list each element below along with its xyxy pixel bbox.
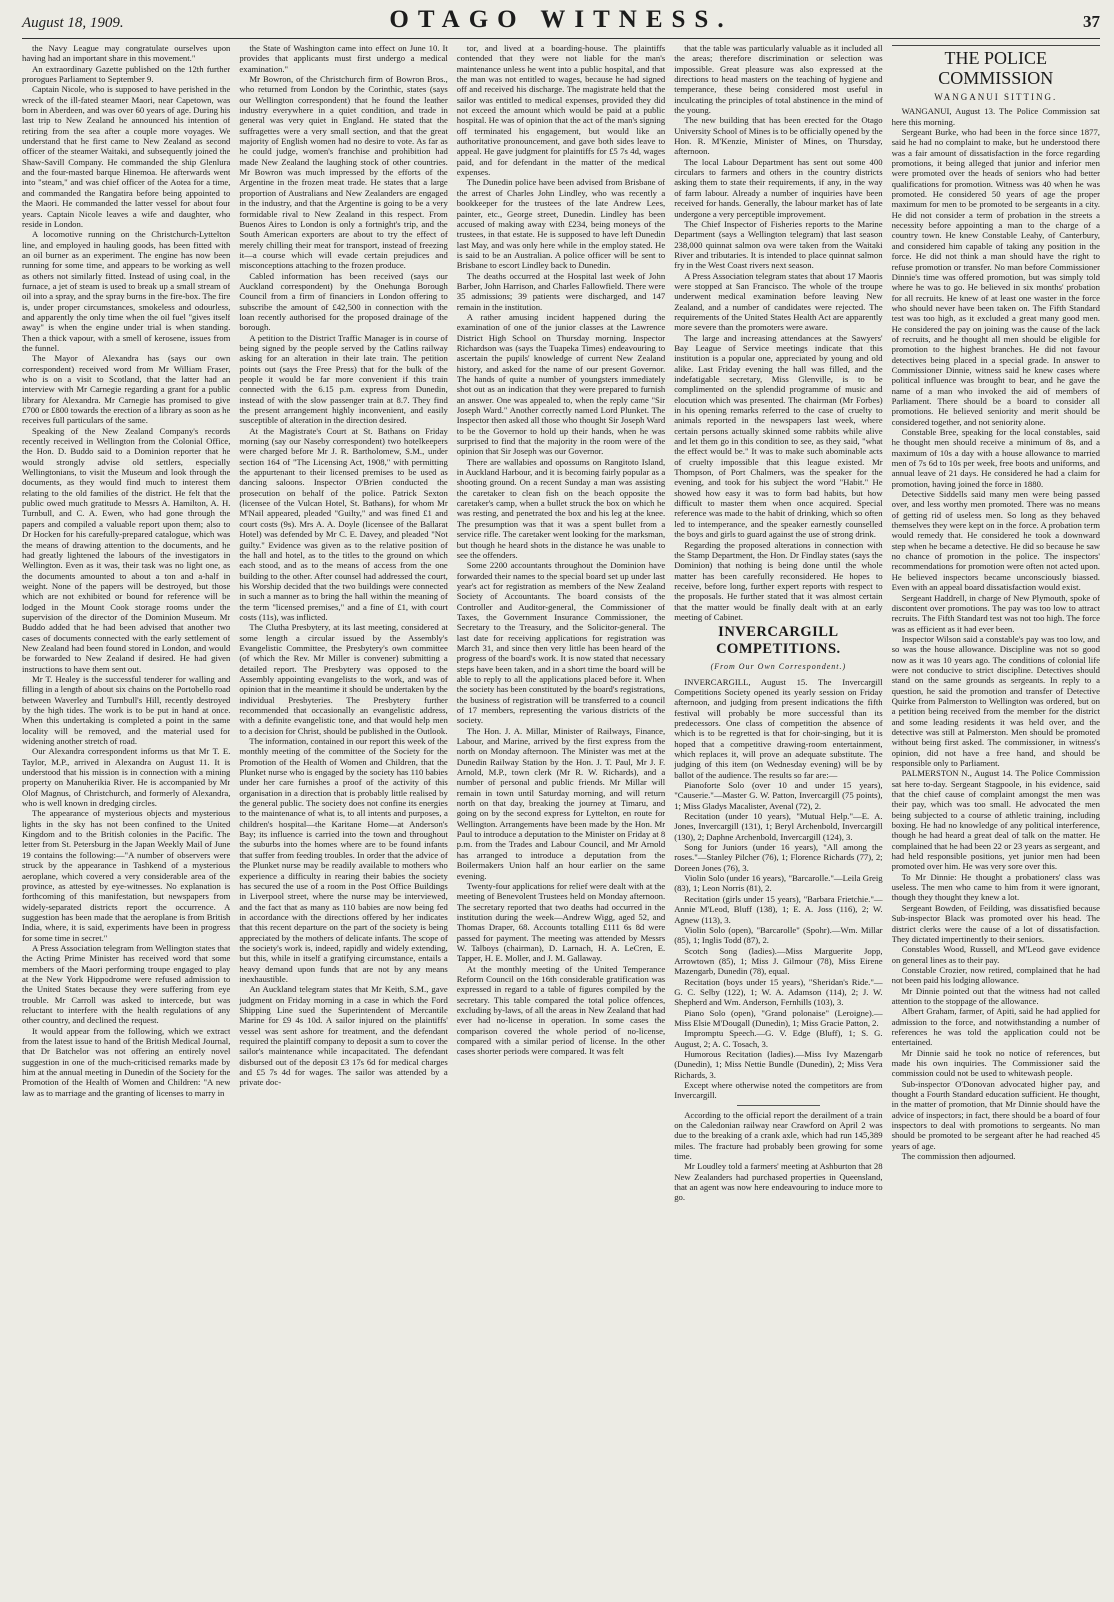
article-paragraph: The commission then adjourned. bbox=[901, 1151, 1016, 1162]
publication-title: OTAGO WITNESS. bbox=[389, 6, 733, 33]
article-paragraph: The new building that has been erected for the Otago University School of Mines is to be officially opened by the Hon. R. M'Kenzie, Minister of Mines, on Thursday, afternoon. bbox=[674, 115, 883, 157]
article-paragraph: Recitation (boys under 15 years), "Sheridan's Ride."—G. C. Selby (122), 1; W. A. Adamson (114), 2; J. W. Shepherd and Wm. Anderson, Fernhills (103), 3. bbox=[674, 976, 883, 1008]
article-paragraph: A Press Association telegram from Wellington states that the Acting Prime Minister has received word that some members of the Maori performing troupe engaged to play at the New York Hippodrome were refused admission to the United States because they were suffering from eye trouble. Mr Carroll was asked to intercede, but was reluctant to interfere with the health regulations of any other country, and declined the request. bbox=[22, 942, 231, 1026]
article-paragraph: Captain Nicole, who is supposed to have perished in the wreck of the ill-fated steamer Maori, near Capetown, was born in Aberdeen, and was over 60 years of age. During his last trip to New Zealand he announced his intention of retiring from the sea after a couple more voyages. We understand that he first came to New Zealand as second officer of the steamer Waitaki, and subsequently joined the Shaw-Savill Company. He commanded the ship Glenlura and the four-masted barque Hinemoa. He afterwards went into "steam," and was chief officer of the Aotea for a time, and commanded the Rangatira before being appointed to the Maori. He commanded the latter vessel for about four years. Captain Nicole leaves a wife and daughter, who reside in London. bbox=[22, 84, 231, 229]
article-paragraph: Constable Crozier, now retired, complained that he had not been paid his lodging allowance. bbox=[891, 964, 1100, 986]
article-paragraph: An extraordinary Gazette published on the 12th further prorogues Parliament to September 9. bbox=[22, 63, 231, 85]
article-paragraph: tor, and lived at a boarding-house. The plaintiffs contended that they were not liable for the man's maintenance unless he went into a public hospital, and that the man was not entitled to wages, because he had signed off and received his discharge. The magistrate held that the sailor was entitled to medical expenses, provided they did not exceed the amount which would be paid at a public hospital. He was of opinion that the act of the man's signing off terminated his engagement, but would like an authoritative pronouncement, and gave both sides leave to appeal. He gave judgment for plaintiffs for £5 7s 4d, wages paid, and for defendant in the matter of the medical expenses. bbox=[456, 43, 666, 178]
article-paragraph: WANGANUI, August 13. The Police Commission sat here this morning. bbox=[891, 106, 1100, 127]
article-paragraph: Recitation (girls under 15 years), "Barbara Frietchie."—Annie M'Leod, Bluff (138), 1; E. A. Joss (116), 2; W. Agnew (113), 3. bbox=[674, 893, 883, 925]
article-paragraph: the State of Washington came into effect on June 10. It provides that applicants must first undergo a medical examination." bbox=[239, 43, 448, 74]
article-paragraph: The information, contained in our report this week of the monthly meeting of the committee of the Society for the Promotion of the Health of Women and Children, that the Plunket nurse who is engaged by the society has 110 babies under her care furnishes a proof of the activity of this organisation in a direction that is probably little realised by the general public. The society does not confine its energies to the maintenance of what is, to all intents and purposes, a children's hospital—the Karitane Home—at Anderson's Bay; its influence is carried into the town and throughout the suburbs into the homes where are to be found infants that suffer from feeding troubles. In order that the advice of the Plunket nurse may be readily available to mothers who experience a difficulty in rearing their babies the society has secured the use of a room in the Post Office Buildings in Liverpool street, where the nurse may be interviewed, and the fact that as many as 110 babies are now being fed in accordance with the directions offered by her indicates that this recent departure on the part of the society is being appreciated by the mothers of delicate infants. The scope of the society's work is, indeed, rapidly and widely extending, but this, while in itself a gratifying circumstance, entails a heavy demand upon funds that are not by any means inexhaustible. bbox=[239, 736, 448, 984]
police-commission-items bbox=[892, 106, 1100, 1161]
article-paragraph: Impromptu Speech.—G. V. Edge (Bluff), 1; S. G. August, 2; A. C. Tosach, 3. bbox=[674, 1028, 883, 1049]
police-commission-headline: THE POLICE COMMISSION bbox=[892, 45, 1100, 88]
article-paragraph: Sergeant Bowden, of Feilding, was dissatisfied because Sub-inspector Black was promoted over his head. The district clerks were the cause of a lot of dissatisfaction. They dictated impertinently to their seniors. bbox=[891, 902, 1100, 944]
article-paragraph: Mr Loudley told a farmers' meeting at Ashburton that 28 New Zealanders had purchased properties in Queensland, that an agent was now here endeavouring to induce more to go. bbox=[674, 1161, 883, 1203]
article-paragraph: According to the official report the derailment of a train on the Caledonian railway near Crawford on April 2 was due to the breaking of a crank axle, which had run 145,389 miles. The fracture had probably been growing for some time. bbox=[674, 1109, 883, 1162]
article-paragraph: The local Labour Department has sent out some 400 circulars to farmers and others in the country districts asking them to state their requirements, if any, in the way of farm labour. Already a number of inquiries have been received for hands. Generally, the labour market has of late undergone a very perceptible improvement. bbox=[674, 156, 883, 219]
column-4-items bbox=[674, 43, 882, 622]
article-paragraph: PALMERSTON N., August 14. The Police Commission sat here to-day. Sergeant Stagpoole, in his evidence, said that the chief cause of complaint amongst the men was their pay, which was too small. He advocated the men being subjected to a course of athletic training, including boxing. He had no knowledge of any political interference, though he had heard a great deal of talk on the matter. He complained that he had been 22 or 23 years as sergeant, and had held responsible positions, yet junior men had been promoted over him. He was very sore over this. bbox=[891, 768, 1100, 872]
article-paragraph: Humorous Recitation (ladies).—Miss Ivy Mazengarb (Dunedin), 1; Miss Nettie Bundle (Dunedin), 2; Miss Vera Richards, 3. bbox=[674, 1048, 883, 1080]
column-4-after bbox=[674, 1110, 882, 1203]
article-paragraph: Pianoforte Solo (over 10 and under 15 years), "Causerie."—Master G. W. Patton, Invercargill (75 points), 1; Miss Gladys Macalister, Avenal (72), 2. bbox=[674, 780, 883, 811]
article-paragraph: INVERCARGILL, August 15. The Invercargill Competitions Society opened its yearly session on Friday afternoon, and judging from present indications the fifth festival will probably be more successful than its predecessors. One class of competition the absence of which is to be regretted is that for choir-singing, but it is hoped that a competitive drawing-room entertainment, which replaces it, will prove an adequate substitute. The judging of this item (on Wednesday evening) will be by ballot of the audience. The results so far are:— bbox=[674, 676, 883, 780]
article-paragraph: that the table was particularly valuable as it included all the areas; therefore discrimination or selection was impossible. Great pleasure was also expressed at the directions to head masters on the teaching of hygiene and temperance, these being considered most useful in inculcating the principles of total abstinence in the mind of the young. bbox=[674, 43, 883, 116]
article-paragraph: A rather amusing incident happened during the examination of one of the junior classes at the Lawrence District High School on Thursday morning. Inspector Richardson was (says the Tuapeka Times) endeavouring to ascertain the pupils' knowledge of current New Zealand history, and asked for the name of our present Governor. The hands of quite a number of youngsters immediately shot out as an indication that they were prepared to furnish an answer. One was appealed to, when the reply came "Sir Joseph Ward." Another correctly named Lord Plunket. The Inspector then asked all those who thought Sir Joseph Ward to be the Governor to hold up their hands, when he was surprised to find that the majority in the room were of the opinion that Sir Joseph was our Governor. bbox=[456, 311, 666, 457]
article-paragraph: Recitation (under 10 years), "Mutual Help."—E. A. Jones, Invercargill (131), 1; Beryl Archenbold, Invercargill (130), 2; Daphne Archenbold, Invercargill (124), 3. bbox=[674, 811, 883, 842]
article-paragraph: Song for Juniors (under 16 years), "All among the roses."—Stanley Pilcher (76), 1; Florence Richards (77), 2; Doreen Jones (76), 3. bbox=[674, 842, 883, 873]
article-paragraph: A Press Association telegram states that about 17 Maoris were stopped at San Francisco. The whole of the troupe underwent medical examination before leaving New Zealand, and a number of candidates were rejected. The requirements of the United States Health Act are apparently more severe than the promoters were aware. bbox=[674, 270, 883, 333]
masthead bbox=[22, 6, 1100, 39]
article-paragraph: Mr Dinnie said he took no notice of references, but made his own inquiries. The Commissioner said the commission could not be used to whitewash people. bbox=[891, 1047, 1100, 1079]
article-paragraph: The deaths occurred at the Hospital last week of John Barber, John Harrison, and Charles Fallowfield. There were 35 admissions; 39 patients were discharged, and 147 remain in the institution. bbox=[456, 270, 666, 312]
column-2 bbox=[239, 43, 447, 1599]
article-paragraph: Our Alexandra correspondent informs us that Mr T. E. Taylor, M.P., arrived in Alexandra on August 11. It is understood that his mission is in connection with a mining property on Manuherikia River. He is accompanied by Mr Olof Magnus, of Christchurch, and formerly of Alexandra, who is well known in dredging circles. bbox=[22, 746, 231, 809]
article-paragraph: Piano Solo (open), "Grand polonaise" (Leroigne).—Miss Elsie M'Dougall (Dunedin), 1; Miss Gracie Patton, 2. bbox=[674, 1007, 883, 1028]
article-paragraph: Detective Siddells said many men were being passed over, and less worthy men promoted. There was no means of getting rid of useless men. So long as they behaved themselves they were kept on in the force. A probation term would remedy that. He considered he took a downward step when he became a detective. He did so because he saw no chance of promotion in the police. The inspectors' recommendations for promotion were often not acted upon. He believed inspectors became unconsciously biassed. Even with an appeal board dissatisfaction would exist. bbox=[891, 489, 1100, 593]
article-paragraph: Mr Bowron, of the Christchurch firm of Bowron Bros., who returned from London by the Corinthic, states (says our Wellington correspondent) that he found the leather industry everywhere in a quiet condition, and trade in general was very quiet in England. He stated that the suffragettes were a very small section, and that the great majority of English women had no desire to vote. As far as he could judge, women's franchise and prohibition had made New Zealand the laughing stock of other countries. Mr Bowron was much impressed by the efforts of the Argentine in the frozen meat trade. He states that a large proportion of Australians and New Zealanders are engaged in the industry, and that the Argentine is going to be a very formidable rival to New Zealand in this respect. From Buenos Aires to London is only a fortnight's trip, and the South American exporters are about to try the effect of merely chilling their meat for transport, instead of freezing it—a course which will evade certain prejudices and misconceptions attaching to the frozen produce. bbox=[239, 74, 448, 271]
page-number: 37 bbox=[1082, 12, 1100, 31]
article-paragraph: Except where otherwise noted the competitors are from Invercargill. bbox=[674, 1080, 883, 1101]
article-paragraph: Mr T. Healey is the successful tenderer for walling and filling in a length of about six chains on the Portobello road between Waverley and Turnbull's Hill, recently destroyed by the high tides. The work is to be put in hand at once. When this undertaking is completed a point in the same locality will be removed, and the material used for widening another stretch of road. bbox=[22, 673, 231, 747]
article-paragraph: Some 2200 accountants throughout the Dominion have forwarded their names to the special board set up under last year's act for registration as members of the New Zealand Society of Accountants. The board consists of the Controller and Auditor-general, the Commissioner of Taxes, the Government Insurance Commissioner, the Secretary to the Treasury, and the Solicitor-general. The last date for receiving applications for registration was March 31, and since then very little has been heard of the progress of the board's work. It is now stated that necessary steps have been taken, and in a short time the board will be able to reply to all the applications placed before it. When the society has been constituted by the board's registrations, the business of registration will be transferred to a council of 17 members, representing the various districts of the society. bbox=[456, 560, 666, 726]
article-paragraph: It would appear from the following, which we extract from the latest issue to hand of the British Medical Journal, that Dr Batchelor was not offering an entirely novel suggestion in one of the much-criticised remarks made by him at the annual meeting in Dunedin of the Society for the Promotion of the Health of Women and Children: "A new law as to marriage and the granting of licenses to marry in bbox=[22, 1025, 231, 1098]
article-paragraph: Violin Solo (under 16 years), "Barcarolle."—Leila Greig (83), 1; Leon Norris (81), 2. bbox=[674, 873, 883, 894]
article-paragraph: An Auckland telegram states that Mr Keith, S.M., gave judgment on Friday morning in a case in which the Ford Shipping Line sued the Superintendent of Mercantile Marine for £9 4s 10d. A sailor injured on the plaintiffs' vessel was sent ashore for treatment, and the defendant required the plaintiff company to deposit a sum to cover the sailor's maintenance while incapacitated. The defendant disbursed out of the deposit £3 17s 6d for medical charges and £5 7s 4d for wages. The sailor was attended by a private doc- bbox=[239, 984, 448, 1088]
article-paragraph: To Mr Dinnie: He thought a probationers' class was useless. The men who came to him from it were ignorant, though they thought they knew a lot. bbox=[891, 871, 1100, 903]
article-paragraph: Albert Graham, farmer, of Apiti, said he had applied for admission to the force, and notwithstanding a number of references he was told the application could not be entertained. bbox=[891, 1006, 1100, 1048]
article-paragraph: Twenty-four applications for relief were dealt with at the meeting of Benevolent Trustees held on Monday afternoon. The secretary reported that two deaths had occurred in the institution during the week—Andrew Wigg, aged 52, and Thomas Draper, 68. Accounts totalling £111 6s 8d were passed for payment. The meeting was attended by Messrs W. Talboys (chairman), D. Larnach, H. A. LeCren, E. Tapper, H. E. Moller, and J. M. Gallaway. bbox=[456, 880, 666, 964]
article-paragraph: Sergeant Burke, who had been in the force since 1877, said he had no complaint to make, but he understood there was a fair amount of dissatisfaction in the force regarding promotions, it being alleged that junior and inferior men were promoted over the heads of seniors who had better qualifications for promotion. Witness was 40 when he was promoted. He considered 50 years of age the proper maximum for men to be promoted to be sergeants in a city. He did not consider a term of probation in the streets a necessity before appointing a man to the charge of a country town. He knew Constable Leahy, of Canterbury, and considered him capable of taking any position in the force. He did not think a man should have the right to refuse promotion or transfer. No man before Commissioner Dinnie's time was offered promotion, but was simply told where he was to go. He believed in six months' probation for all recruits. He knew of at least one waster in the force who should never have been taken on. The Fifth Standard test was too high, as it excluded a great many good men. He considered the pay on joining was the cause of the lack of recruits, and he thought all men should be eligible for promotion to the highest branches. He did not favour detectives being placed in a special grade. In answer to Commissioner Dinnie, witness said he knew cases where political influence was brought to bear, and he gave the name of a man who invoked the aid of members of Parliament. There should be a board to consider all promotions. He believed seniority and merit should be considered together, and not seniority alone. bbox=[891, 127, 1100, 427]
police-commission-subhead: WANGANUI SITTING. bbox=[934, 92, 1058, 102]
issue-date: August 18, 1909. bbox=[22, 15, 124, 31]
article-paragraph: Scotch Song (ladies).—Miss Marguerite Jopp, Arrowtown (85), 1; Miss J. Gilmour (78), Miss Eirene Mazengarb, Dunedin (78), equal. bbox=[674, 945, 883, 977]
article-paragraph: The Dunedin police have been advised from Brisbane of the arrest of Charles John Lindley, who was recently a bookkeeper for the trustees of the late Andrew Lees, painter, etc., George street, Dunedin. Lindley has been accused of making away with £234, being moneys of the trustees, in that estate. He is supposed to have left Dunedin last May, and was only here while in the employ stated. He is said to be an Australian. A police officer will be sent to Brisbane to escort Lindley back to Dunedin. bbox=[456, 177, 666, 271]
column-5 bbox=[892, 43, 1100, 1599]
article-paragraph: A petition to the District Traffic Manager is in course of being signed by the people served by the Catlins railway asking for an alteration in their late train. The petition points out (says the Free Press) that for the bulk of the people it would be far more convenient if this train connected with the 6.15 p.m. express from Dunedin, instead of with the slow passenger train at 8.7. They find the present arrangement highly inconvenient, and easily susceptible of alteration in the direction desired. bbox=[239, 332, 448, 426]
article-paragraph: A locomotive running on the Christchurch-Lyttelton line, and employed in hauling goods, has been fitted with an oil burner as an experiment. The engine has now been running for some time, and appears to be working as well as others not similarly fitted. Instead of using coal, in the furnace, a jet of steam is used to break up a small stream of oil into a spray, and the spray burns in the fire-box. The fire is, under proper circumstances, smokeless and odourless, and apparently the only time when the oil fuel "gives itself away" is when the engine under trial is when standing. Then a thick vapour, with a smell of kerosene, issues from the funnel. bbox=[22, 229, 231, 353]
article-paragraph: Cabled information has been received (says our Auckland correspondent) by the Onehunga Borough Council from a firm of financiers in London offering to subscribe the amount of £42,500 in connection with the loan recently authorised for the proposed drainage of the borough. bbox=[239, 270, 448, 333]
column-4 bbox=[674, 43, 882, 1599]
article-paragraph: Speaking of the New Zealand Company's records recently received in Wellington from the Colonial Office, the Hon. D. Buddo said to a Dominion reporter that he would strongly advise old settlers, especially Wellingtonians, to visit the Museum and look through the documents, as they would find much to interest them relating to the old families of the district. He felt that the public owed much gratitude to Messrs A. Hamilton, A. H. Turnbull, and C. A. Ewen, who had gone through the papers and compiled a valuable report upon them; also to Dr Hocken for his carefully-prepared catalogue, which was the means of drawing attention to the documents, and he had greatly lightened the labours of the investigators in Wellington. Even as it was, their task was no light one, as the documents amounted to about a ton and a-half in weight. None of the papers will be destroyed, but those which are not exhibited or bound for reference will be lodged in the Mount Cook storage rooms under the supervision of the director of the Dominion Museum. Mr Buddo added that he had been advised that another two cases of documents connected with the early settlement of New Zealand had been found stored in London, and would be forwarded to New Zealand if desired. He had given instructions to have them sent out. bbox=[22, 425, 231, 674]
article-paragraph: Constables Wood, Russell, and M'Leod gave evidence on general lines as to their pay. bbox=[891, 944, 1100, 965]
article-paragraph: Violin Solo (open), "Barcarolle" (Spohr).—Wm. Millar (85), 1; Inglis Todd (87), 2. bbox=[674, 924, 883, 946]
article-paragraph: The Mayor of Alexandra has (says our own correspondent) received word from Mr William Fraser, who is on a visit to Scotland, that the latter had an interview with Mr Carnegie regarding a grant for a public library for Alexandra. Mr Carnegie has promised to give £700 or £800 towards the erection of a library as soon as he receives full particulars of the same. bbox=[22, 353, 231, 426]
article-paragraph: At the Magistrate's Court at St. Bathans on Friday morning (say our Naseby correspondent) two hotelkeepers were charged before Mr J. R. Bartholomew, S.M., under section 164 of "The Licensing Act, 1908," with permitting the appurtenant to their licensed premises to be used as dancing saloons. Inspector O'Brien conducted the prosecution on behalf of the police. Patrick Sexton (licensee of the Vulcan Hotel, St. Bathans), for whom Mr M'Nail appeared, pleaded "Guilty," and was fined £1 and court costs (9s). Mrs A. A. Doyle (licensee of the Ballarat Hotel) was defended by Mr C. E. Davey, and pleaded "Not guilty." Evidence was given as to the relative position of the hall and hotel, as to the titles to the ground on which each stood, and as to the means of access from the one building to the other. After counsel had addressed the court, his Worship decided that the two buildings were connected in such a manner as to bring the hall within the meaning of the term "licensed premises," and a fine of £1, with court costs (11s), was inflicted. bbox=[239, 425, 448, 622]
invercargill-results bbox=[674, 677, 882, 1101]
article-columns bbox=[22, 43, 1100, 1599]
article-paragraph: At the monthly meeting of the United Temperance Reform Council on the 16th considerable gratification was expressed in regard to a table of figures compiled by the secretary. This table compared the total police offences, excluding by-laws, of all the areas in New Zealand that had ever had no-license in operation. In some cases the comparison covered the whole period of no-license, compared with a similar period of license. In the other cases shorter periods were compared. It was felt bbox=[456, 963, 666, 1057]
invercargill-headline: INVERCARGILL COMPETITIONS. bbox=[716, 624, 841, 658]
article-paragraph: Mr Dinnie pointed out that the witness had not called attention to the stoppage of the allowance. bbox=[891, 985, 1100, 1006]
section-divider bbox=[737, 1105, 820, 1106]
article-paragraph: There are wallabies and opossums on Rangitoto Island, in Auckland Harbour, and it is becoming fairly popular as a shooting ground. On a recent Sunday a man was assisting the caretaker to clean fish on the beach opposite the caretaker's camp, when a bullet struck the box on which he was resting, and penetrated the box and his leg at the knee. The presumption was that it was a spent bullet from a service rifle. The caretaker went looking for the marksman, but though he heard shots in the distance he was unable to see the offenders. bbox=[456, 456, 666, 560]
invercargill-byline: (From Our Own Correspondent.) bbox=[710, 662, 847, 672]
article-paragraph: Sergeant Haddrell, in charge of New Plymouth, spoke of discontent over promotions. The pay was too low to attract recruits. The Fifth Standard test was not too high. The force was as efficient as it had ever been. bbox=[891, 592, 1100, 634]
article-paragraph: The large and increasing attendances at the Sawyers' Bay League of Service meetings indicate that this institution is a popular one, appreciated by young and old alike. Last Friday evening the hall was filled, and the indefatigable secretary, Miss Glenville, is to be complimented on the splendid programme of music and elocution which was presented. The chairman (Mr Forbes) in his opening remarks referred to the case of cruelty to animals reported in the newspapers last week, where certain persons actually skinned some rabbits while alive and let them go in this condition to see, as they said, "what the effect would be." It was to make such abominable acts of cruelty impossible that this league existed. Mr Thompson, of Port Chalmers, was the speaker for the evening, and took for his subject the word "Habit." He showed how easy it was to form bad habits, but how difficult to master them when once acquired. Special reference was made to the habit of drinking, which so often led to intemperance, and the speaker earnestly counselled the boys and girls to guard against the use of strong drink. bbox=[674, 332, 883, 540]
article-paragraph: The Hon. J. A. Millar, Minister of Railways, Finance, Labour, and Marine, arrived by the first express from the north on Monday afternoon. The Minister was met at the Dunedin Railway Station by the Hon. J. T. Paul, Mr J. F. Arnold, M.P., town clerk (Mr R. W. Richards), and a number of personal and public friends. Mr Millar will remain in town until Saturday morning, and will return north on that day, breaking the journey at Timaru, and going on by the second express for Lyttelton, en route for Wellington. Arrangements have been made by the Hon. Mr Paul to introduce a deputation to the Minister on Friday at 8 p.m. from the Trades and Labour Council, and Mr Arnold has arranged to introduce a deputation from the Boilermakers Union half an hour earlier on the same evening. bbox=[456, 725, 666, 881]
column-1 bbox=[22, 43, 230, 1599]
article-paragraph: Regarding the proposed alterations in connection with the Stamp Department, the Hon. Dr Findlay states (says the Dominion) that nothing is being done until the whole matter has been carefully reconsidered. He hopes to receive, before long, further expert reports with respect to the proposals. He further stated that it was almost certain that the matter would be finally dealt with at an early meeting of Cabinet. bbox=[674, 539, 883, 622]
article-paragraph: Sub-inspector O'Donovan advocated higher pay, and thought a Fourth Standard education sufficient. He thought, in the matter of promotion, that Mr Dinnie should have the advice of inspectors; in fact, there should be a board of four inspectors to deal with promotions to sergeants. No man should be promoted to be sergeant after he had reached 45 years of age. bbox=[891, 1078, 1100, 1151]
article-paragraph: The Clutha Presbytery, at its last meeting, considered at some length a circular issued by the Assembly's Evangelistic Committee, the Presbytery's own committee (of which the Rev. Mr Miller is convener) submitting a detailed report. The Presbytery was opposed to the Assembly appointing evangelists to the work, and was of opinion that in the meantime it should be undertaken by the individual Presbyteries. The Presbytery further recommended that occasionally an evangelistic address, with a definite evangelistic tone, and that would help men to a decision for Christ, should be published in the Outlook. bbox=[239, 622, 448, 736]
article-paragraph: Constable Bree, speaking for the local constables, said he thought men should receive a minimum of 8s, and a maximum of 10s a day with a house allowance to married men of 7s 6d to 10s per week, free boots and uniforms, and annual leave of 21 days. He considered he had a claim for promotion, having joined the force in 1880. bbox=[891, 427, 1100, 489]
article-paragraph: Inspector Wilson said a constable's pay was too low, and so was the house allowance. Discipline was not so good now as it was 10 years ago. The conditions of colonial life were not conducive to strict discipline. Detectives should stand on the same grounds as sergeants. In reply to a question, he said the promotion and transfer of Detective Quirke from Palmerston to Wellington was ordered, but on a petition being received from the member for the district and some leading residents it was held over, and the detective was still at Palmerston. Men should be promoted without being first asked. The commissioner, in witness's opinion, did not have a free hand, and should be responsible only to Parliament. bbox=[891, 633, 1100, 768]
article-paragraph: The Chief Inspector of Fisheries reports to the Marine Department (says a Wellington telegram) that last season 238,000 quinnat salmon ova were taken from the Waitaki River and tributaries. It is intended to place quinnat salmon fry in the West Coast rivers next season. bbox=[674, 218, 883, 271]
column-3 bbox=[457, 43, 665, 1599]
article-paragraph: the Navy League may congratulate ourselves upon having had an important share in this movement." bbox=[22, 43, 231, 64]
article-paragraph: The appearance of mysterious objects and mysterious lights in the sky has not been confined to the United Kingdom and to the British colonies in the Pacific. The letter from St. Petersburg in the Japan Weekly Mail of June 19 contains the following:—"A number of observers were struck by the appearance in Tashkend of a mysterious aeroplane, which covered a very considerable area of the province, as attested by eye-witnesses. No explanation is forthcoming of this manifestation, but newspapers from widely-separated districts report the occurrence. A suggestion has been made that the aeroplane is from British India, where, it is said, experiments have been in progress for some time in secret." bbox=[22, 808, 231, 943]
